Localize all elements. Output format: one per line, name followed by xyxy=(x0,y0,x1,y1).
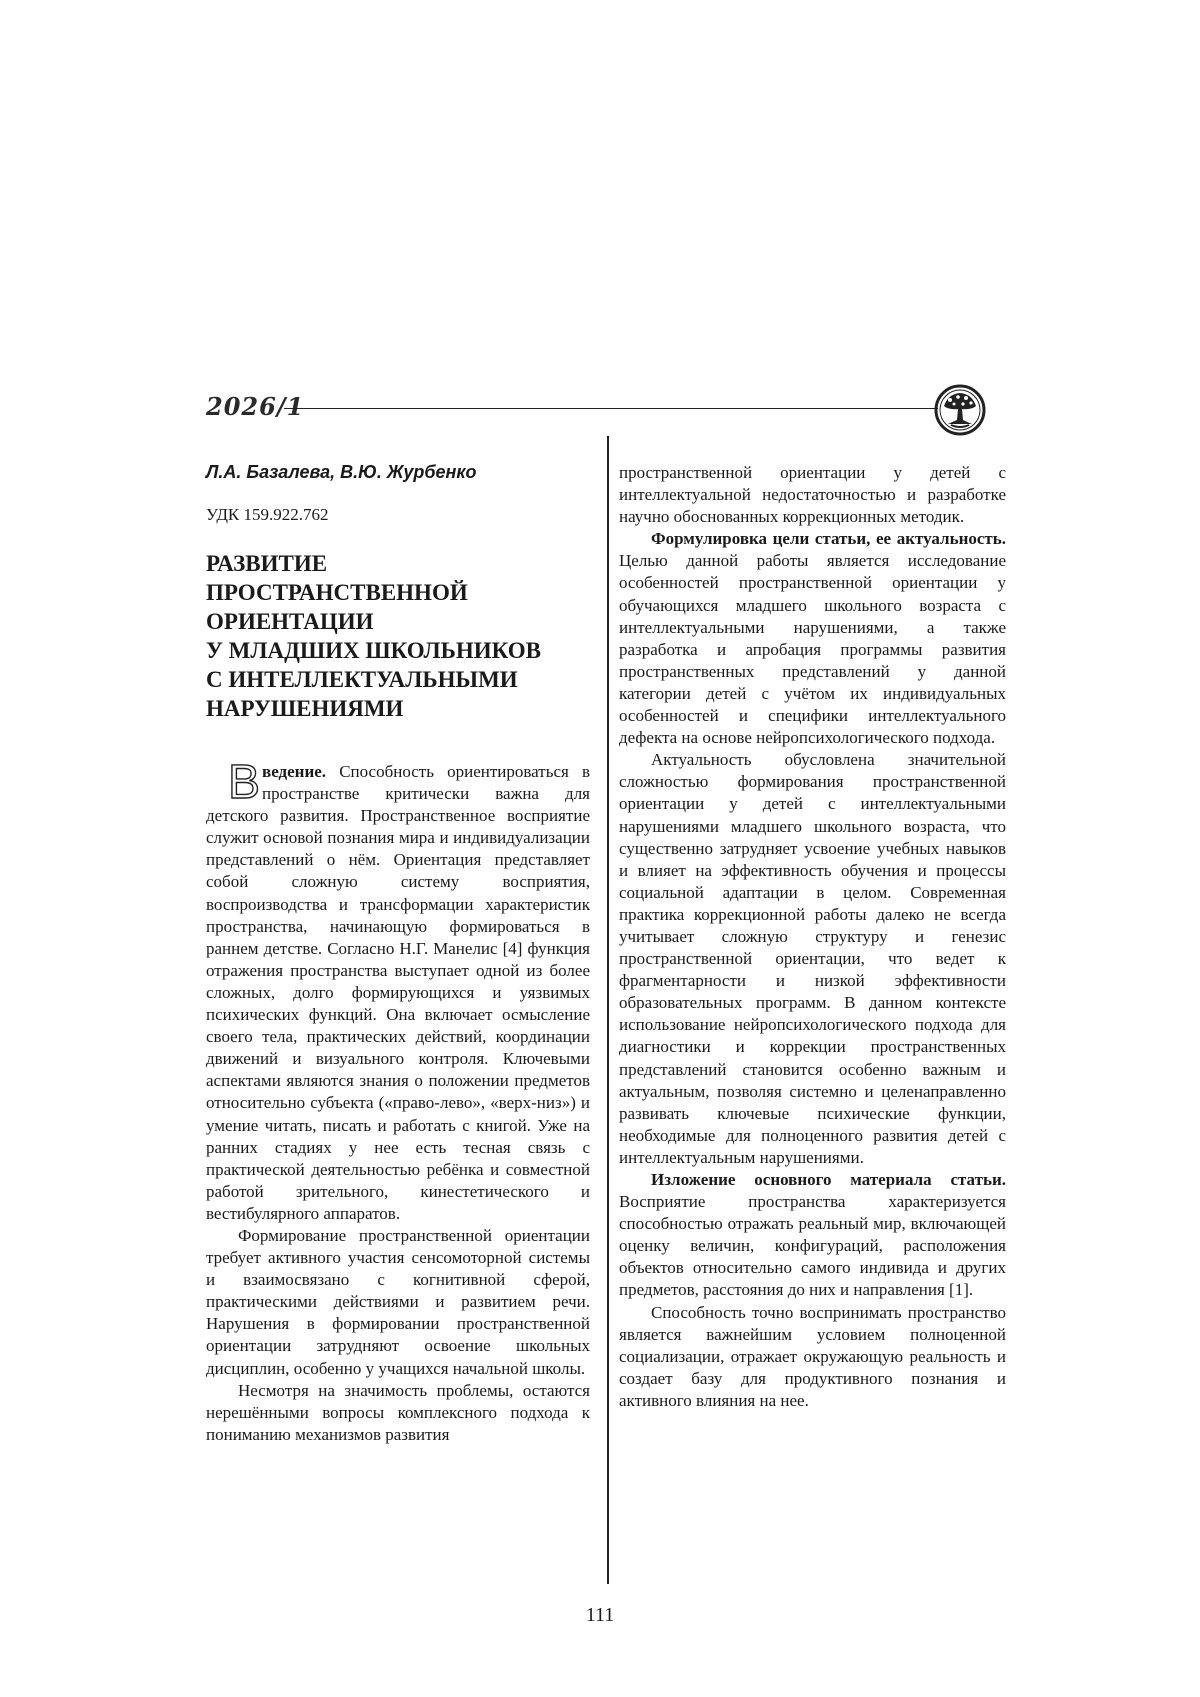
title-line: У МЛАДШИХ ШКОЛЬНИКОВ xyxy=(206,638,541,663)
title-line: НАРУШЕНИЯМИ xyxy=(206,696,404,721)
intro-text: Способность ориентироваться в пространстве критически важна для детского развития. Пространственное восприятие служит основой познания мира и индивидуализации представлений о нём. Ориентация представляет собой сложную систему восприятия, воспроизводства и трансформации характеристик пространства, начинающую формироваться в раннем детстве. Согласно Н.Г. Манелис [4] функция отражения пространства выступает одной из более сложных, долго формирующихся и уязвимых психических функций. Она включает осмысление своего тела, практических действий, координации движений и визуального контроля. Ключевыми аспектами являются знания о положении предметов относительно субъекта («право-лево», «верх-низ») и умение читать, писать и работать с книгой. Уже на ранних стадиях у нее есть тесная связь с практической деятельностью ребёнка и совместной работой зрительного, кинестетического и вестибулярного аппаратов. xyxy=(206,762,590,1223)
journal-logo-tree-icon xyxy=(934,384,986,436)
article-title xyxy=(206,549,590,723)
title-line: С ИНТЕЛЛЕКТУАЛЬНЫМИ xyxy=(206,667,518,692)
running-header xyxy=(206,384,1006,444)
left-column xyxy=(206,462,590,1446)
header-rule xyxy=(284,408,938,409)
issue-number: 2026/1 xyxy=(206,392,305,421)
material-lead: Изложение основного материала статьи. xyxy=(651,1170,1006,1189)
body-paragraph: Несмотря на значимость проблемы, остаются нерешёнными вопросы комплексного подхода к пониманию механизмов развития xyxy=(206,1380,590,1444)
body-paragraph: Формирование пространственной ориентации требует активного участия сенсомоторной системы и взаимосвязано с когнитивной сферой, практическими действиями и развитием речи. Нарушения в формировании пространственной ориентации затрудняют освоение школьных дисциплин, особенно у учащихся начальной школы. xyxy=(206,1225,590,1378)
page-number: 111 xyxy=(585,1604,615,1626)
intro-paragraph xyxy=(206,756,590,1225)
intro-lead: ведение. xyxy=(262,762,327,781)
body-paragraph: Актуальность обусловлена значительной сложностью формирования пространственной ориентации у детей с интеллектуальными нарушениями младшего школьного возраста, что существенно затрудняет усвоение учебных навыков и влияет на эффективность обучения и процессы социальной адаптации в целом. Современная практика коррекционной работы далеко не всегда учитывает сложную структуру и генезис пространственной ориентации, что ведет к фрагментарности и низкой эффективности образовательных программ. В данном контексте использование нейропсихологического подхода для диагностики и коррекции пространственных представлений становится особенно важным и актуальным, позволяя системно и целенаправленно развивать ключевые психические функции, необходимые для полноценного развития детей с интеллектуальным нарушениями. xyxy=(619,750,1006,1167)
title-line: ОРИЕНТАЦИИ xyxy=(206,609,374,634)
material-paragraph xyxy=(619,1169,1006,1302)
goal-text: Целью данной работы является исследование особенностей пространственной ориентации у обучающихся младшего школьного возраста с интеллектуальными нарушениями, а также разработка и апробация программы развития пространственных представлений у данной категории детей с учётом их индивидуальных особенностей и специфики интеллектуального дефекта на основе нейропсихологического подхода. xyxy=(619,551,1006,748)
right-column xyxy=(619,462,1006,1412)
material-text: Восприятие пространства характеризуется способностью отражать реальный мир, включающей оценку величин, конфигураций, расположения объектов относительно самого индивида и других предметов, расстояния до них и направления [1]. xyxy=(619,1192,1006,1300)
article-authors: Л.А. Базалева, В.Ю. Журбенко xyxy=(206,462,477,482)
title-line: ПРОСТРАНСТВЕННОЙ xyxy=(206,580,468,605)
column-divider xyxy=(607,436,609,1584)
body-paragraph: пространственной ориентации у детей с интеллектуальной недостаточностью и разработке научно обоснованных коррекционных методик. xyxy=(619,463,1006,527)
goal-lead: Формулировка цели статьи, ее актуальность. xyxy=(651,529,1006,549)
goal-paragraph xyxy=(619,528,1006,749)
title-line: РАЗВИТИЕ xyxy=(206,551,328,576)
drop-cap: В xyxy=(228,756,261,809)
body-paragraph: Способность точно воспринимать пространство является важнейшим условием полноценной социализации, отражает окружающую реальность и создает базу для продуктивного познания и активного влияния на нее. xyxy=(619,1302,1006,1410)
udk-code: УДК 159.922.762 xyxy=(206,505,329,524)
